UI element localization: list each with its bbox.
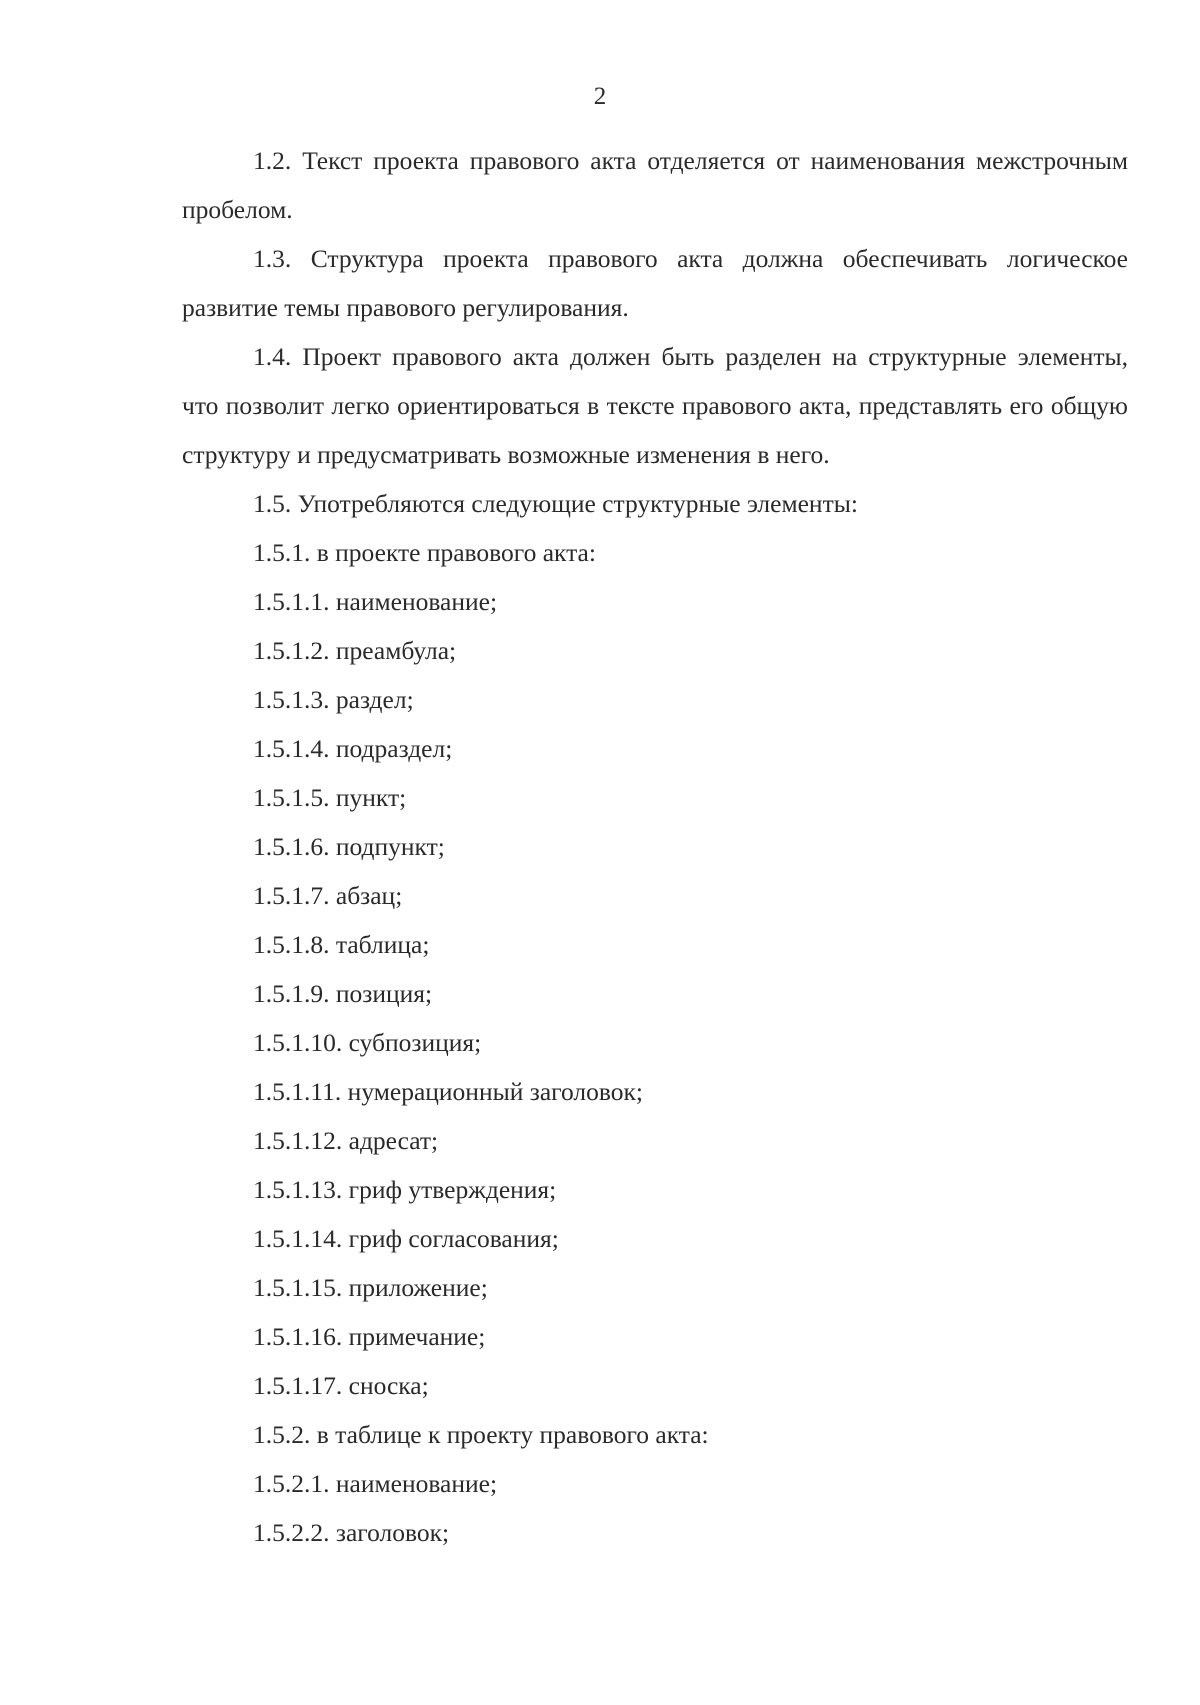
list-item: 1.5.1.17. сноска; xyxy=(253,1371,429,1400)
paragraph-1-4: 1.4. Проект правового акта должен быть разделен на структурные элементы, что позволит легко ориентироваться в тексте правового акта, представлять его общую структуру и предусматривать возможные изменения в него. xyxy=(182,342,1128,469)
paragraph-1-2: 1.2. Текст проекта правового акта отделяется от наименования межстрочным пробелом. xyxy=(182,146,1128,224)
document-body xyxy=(182,136,1128,1557)
list-item: 1.5.1.2. преамбула; xyxy=(253,636,457,665)
list-item: 1.5.1.9. позиция; xyxy=(253,979,433,1008)
list-item: 1.5.1.11. нумерационный заголовок; xyxy=(253,1077,643,1106)
list-item: 1.5.1.6. подпункт; xyxy=(253,832,445,861)
list-item: 1.5.2.2. заголовок; xyxy=(253,1518,450,1547)
list-item: 1.5.1. в проекте правового акта: xyxy=(253,538,596,567)
list-item: 1.5.1.10. субпозиция; xyxy=(253,1028,482,1057)
list-item: 1.5.1.12. адресат; xyxy=(253,1126,439,1155)
list-item: 1.5.1.13. гриф утверждения; xyxy=(253,1175,557,1204)
list-item: 1.5.1.7. абзац; xyxy=(253,881,403,910)
list-item: 1.5.1.3. раздел; xyxy=(253,685,414,714)
paragraph-1-3: 1.3. Структура проекта правового акта должна обеспечивать логическое развитие темы правового регулирования. xyxy=(182,244,1128,322)
list-item: 1.5.1.5. пункт; xyxy=(253,783,407,812)
list-item: 1.5.2.1. наименование; xyxy=(253,1469,498,1498)
list-item: 1.5.1.15. приложение; xyxy=(253,1273,488,1302)
list-item: 1.5.1.14. гриф согласования; xyxy=(253,1224,559,1253)
list-item: 1.5.1.16. примечание; xyxy=(253,1322,486,1351)
list-item: 1.5.1.1. наименование; xyxy=(253,587,498,616)
page-number: 2 xyxy=(593,83,607,110)
list-item: 1.5.1.4. подраздел; xyxy=(253,734,453,763)
list-item: 1.5. Употребляются следующие структурные элементы: xyxy=(253,489,858,518)
list-item: 1.5.1.8. таблица; xyxy=(253,930,430,959)
list-item: 1.5.2. в таблице к проекту правового акта: xyxy=(253,1420,709,1449)
structural-elements-list xyxy=(182,479,1128,1557)
